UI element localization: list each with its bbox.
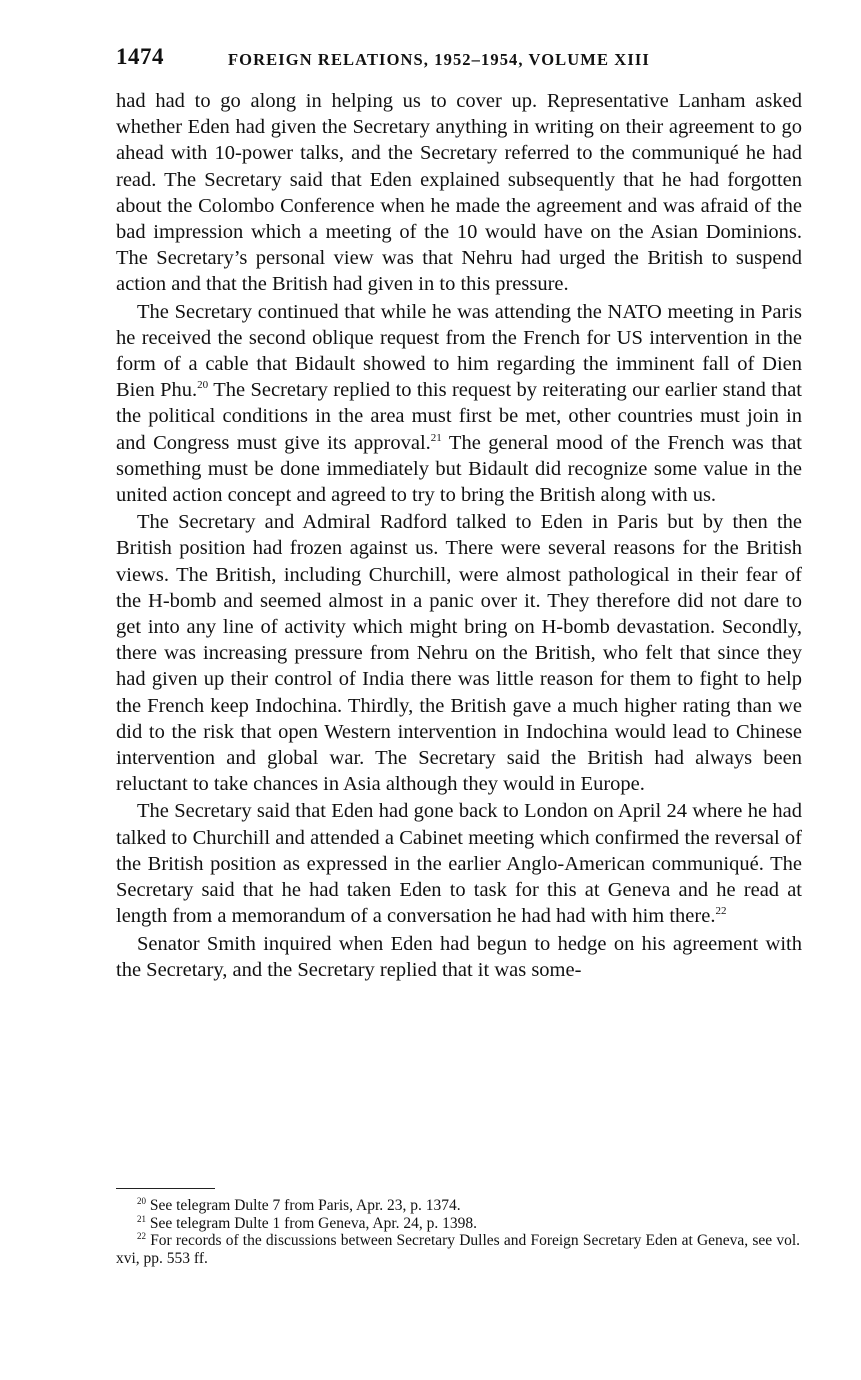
footnote-number: 22: [137, 1231, 146, 1241]
footnote-divider: [116, 1188, 215, 1189]
paragraph-text: had had to go along in helping us to cover up. Representative Lanham asked whether Eden had given the Secretary anything in writing on their agreement to go ahead with 10-power talks, and the Secretary referred to the communiqué he had read. The Secretary said that Eden explained subsequently that he had forgotten about the Colombo Conference when he made the agreement and was afraid of the bad impression which a meeting of the 10 would have on the Asian Dominions. The Secretary’s personal view was that Nehru had urged the British to suspend action and that the British had given in to this pressure.: [116, 90, 802, 296]
footnote-reference: 20: [197, 379, 209, 392]
paragraph-continuation: [116, 88, 802, 298]
page-number: 1474: [116, 44, 164, 69]
footnote-number: 21: [137, 1213, 146, 1224]
footnote-number: 20: [137, 1196, 146, 1206]
footnote-reference: 22: [715, 905, 727, 918]
paragraph-london-return: [116, 798, 802, 929]
paragraph-text: The Secretary said that Eden had gone back to London on April 24 where he had talked to Churchill and attended a Cabinet meeting which confirmed the reversal of the British position as expressed in the earlier Anglo-American communiqué. The Secretary said that he had taken Eden to task for this at Geneva and he read at length from a memorandum of a conversation he had had with him there.: [116, 800, 802, 928]
footnote-text: See telegram Dulte 1 from Geneva, Apr. 24, p. 1398.: [149, 1214, 478, 1232]
running-head: [116, 44, 806, 78]
paragraph-text: Senator Smith inquired when Eden had begun to hedge on his agreement with the Secretary, and the Secretary replied that it was some-: [116, 932, 802, 981]
footnote-text: See telegram Dulte 7 from Paris, Apr. 23, p. 1374.: [149, 1197, 461, 1214]
paragraph-nato-meeting: [116, 299, 802, 509]
footnote-reference: 21: [430, 431, 442, 444]
paragraph-text: The Secretary continued that while he was attending the NATO meeting in Paris he received the second oblique request from the French for US intervention in the form of a cable that Bidault showed to him regarding the imminent fall of Dien Bien Phu.: [116, 300, 802, 402]
footnotes: [116, 1197, 800, 1267]
footnote: [116, 1215, 800, 1233]
paragraph-text: The Secretary replied to this request by reiterating our earlier stand that the political conditions in the area must first be met, other countries must join in and Congress must give its approval.: [116, 379, 802, 454]
paragraph-text: The Secretary and Admiral Radford talked to Eden in Paris but by then the British position had frozen against us. There were several reasons for the British views. The British, including Churchill, were almost pathological in their fear of the H-bomb and seemed almost in a panic over it. They therefore did not dare to get into any line of activity which might bring on H-bomb devastation. Secondly, there was increasing pressure from Nehru on the British, who felt that since they had given up their control of India there was little reason for them to fight to help the French keep Indochina. Thirdly, the British gave a much higher rating than we did to the risk that open Western intervention in Indochina would lead to Chinese intervention and global war. The Secretary said the British had always been reluctant to take chances in Asia although they would in Europe.: [116, 511, 802, 796]
footnote: [116, 1197, 800, 1215]
footnote: [116, 1232, 800, 1267]
paragraph-text: The general mood of the French was that something must be done immediately but Bidault did recognize some value in the united action concept and agreed to try to bring the British along with us.: [116, 431, 802, 507]
footnote-text: For records of the discussions between Secretary Dulles and Foreign Secretary Eden at Geneva, see vol. xvi, pp. 553 ff.: [116, 1232, 800, 1267]
running-title: FOREIGN RELATIONS, 1952–1954, VOLUME XIII: [228, 50, 650, 69]
paragraph-senator-smith: [116, 931, 802, 983]
paragraph-british-views: [116, 509, 802, 797]
body-text: [116, 88, 802, 983]
